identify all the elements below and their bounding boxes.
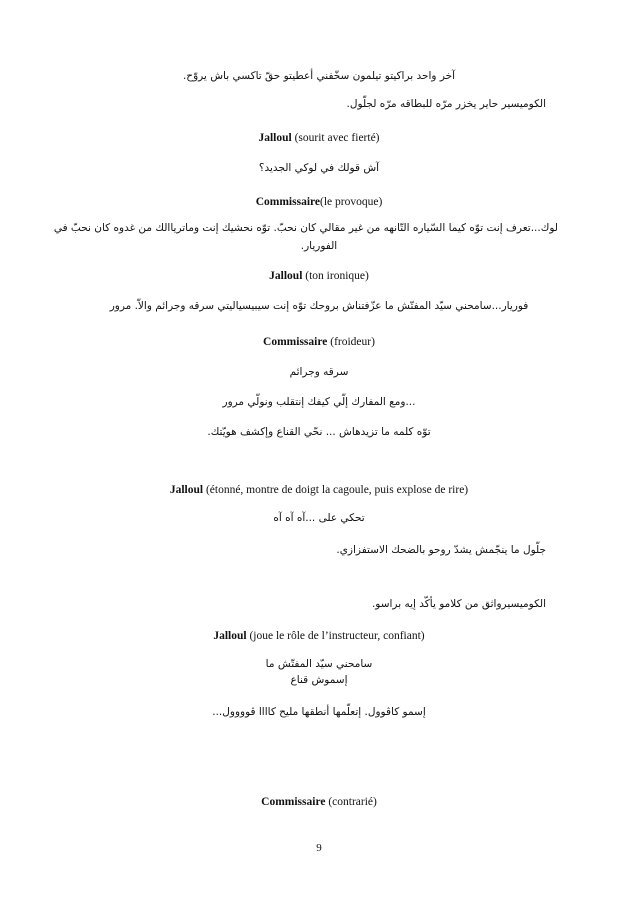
dialogue-line: إسموش قناع [290, 674, 348, 686]
speaker-line [0, 196, 638, 208]
dialogue-line: توّه كلمه ما تزيدهاش ... نحّي القناع وإكشف هويّتك. [207, 426, 431, 438]
speaker-line [0, 336, 638, 348]
speaker-line [0, 484, 638, 496]
dialogue-line: إسمو كاڨوول. إتعلّمها أنطقها مليح كاااا ڨوووول... [212, 706, 426, 718]
speaker-name: Jalloul [213, 630, 247, 642]
speaker-line [0, 630, 638, 642]
dialogue-line: لوك...تعرف إنت توّه كيما السّياره التّانهه من غير مقالي كان نحبّ. توّه نحشيك إنت وماترياالك من غدوه كان نحبّ في [53, 222, 558, 234]
stage-direction: (étonné, montre de doigt la cagoule, puis explose de rire) [205, 484, 469, 496]
speaker-name: Commissaire [263, 336, 328, 348]
dialogue-line: سرقه وجرائم [289, 366, 349, 378]
dialogue-line: ...ومع المفارك إلّي كيفك إنتقلب ونولّي مرور [222, 396, 416, 408]
dialogue-line: الفوريار. [300, 240, 338, 252]
stage-direction: (sourit avec fierté) [294, 132, 380, 144]
speaker-name: Jalloul [169, 484, 204, 496]
speaker-name: Commissaire [261, 796, 326, 808]
stage-direction: (contrarié) [328, 796, 377, 808]
dialogue-line: فوريار...سامحني سيّد المفتّش ما عزّفتناش بروحك توّه إنت سيبيسياليتي سرقه وجرائم والاّ. مرور [109, 300, 529, 312]
stage-direction: (ton ironique) [305, 270, 369, 282]
stage-direction: (froideur) [330, 336, 375, 348]
dialogue-line: الكوميسيرواثق من كلامو يأكّد إيه براسو. [371, 598, 546, 610]
stage-direction: (le provoque) [320, 196, 383, 208]
speaker-name: Jalloul [269, 270, 303, 282]
stage-direction: (joue le rôle de l’instructeur, confiant) [249, 630, 425, 642]
page-number: 9 [316, 842, 322, 854]
dialogue-line: سامحني سيّد المفتّش ما [265, 658, 373, 670]
dialogue-line: الكوميسير حاير يخزر مرّه للبطاقه مرّه لجلّول. [346, 98, 546, 110]
speaker-line [0, 796, 638, 808]
dialogue-line: آش قولك في لوكي الجديد؟ [258, 162, 380, 174]
speaker-name: Jalloul [258, 132, 292, 144]
dialogue-line: جلّول ما ينجّمش يشدّ روحو بالضحك الاستفزازي. [336, 544, 546, 556]
dialogue-line: تحكي على ...آه آه آه [273, 512, 365, 524]
speaker-line [0, 270, 638, 282]
speaker-name: Commissaire [255, 196, 321, 208]
dialogue-line: آخر واحد براكيتو تيلمون سخّفني أعطيتو حقّ تاكسي باش يروّح. [182, 70, 456, 82]
speaker-line [0, 132, 638, 144]
